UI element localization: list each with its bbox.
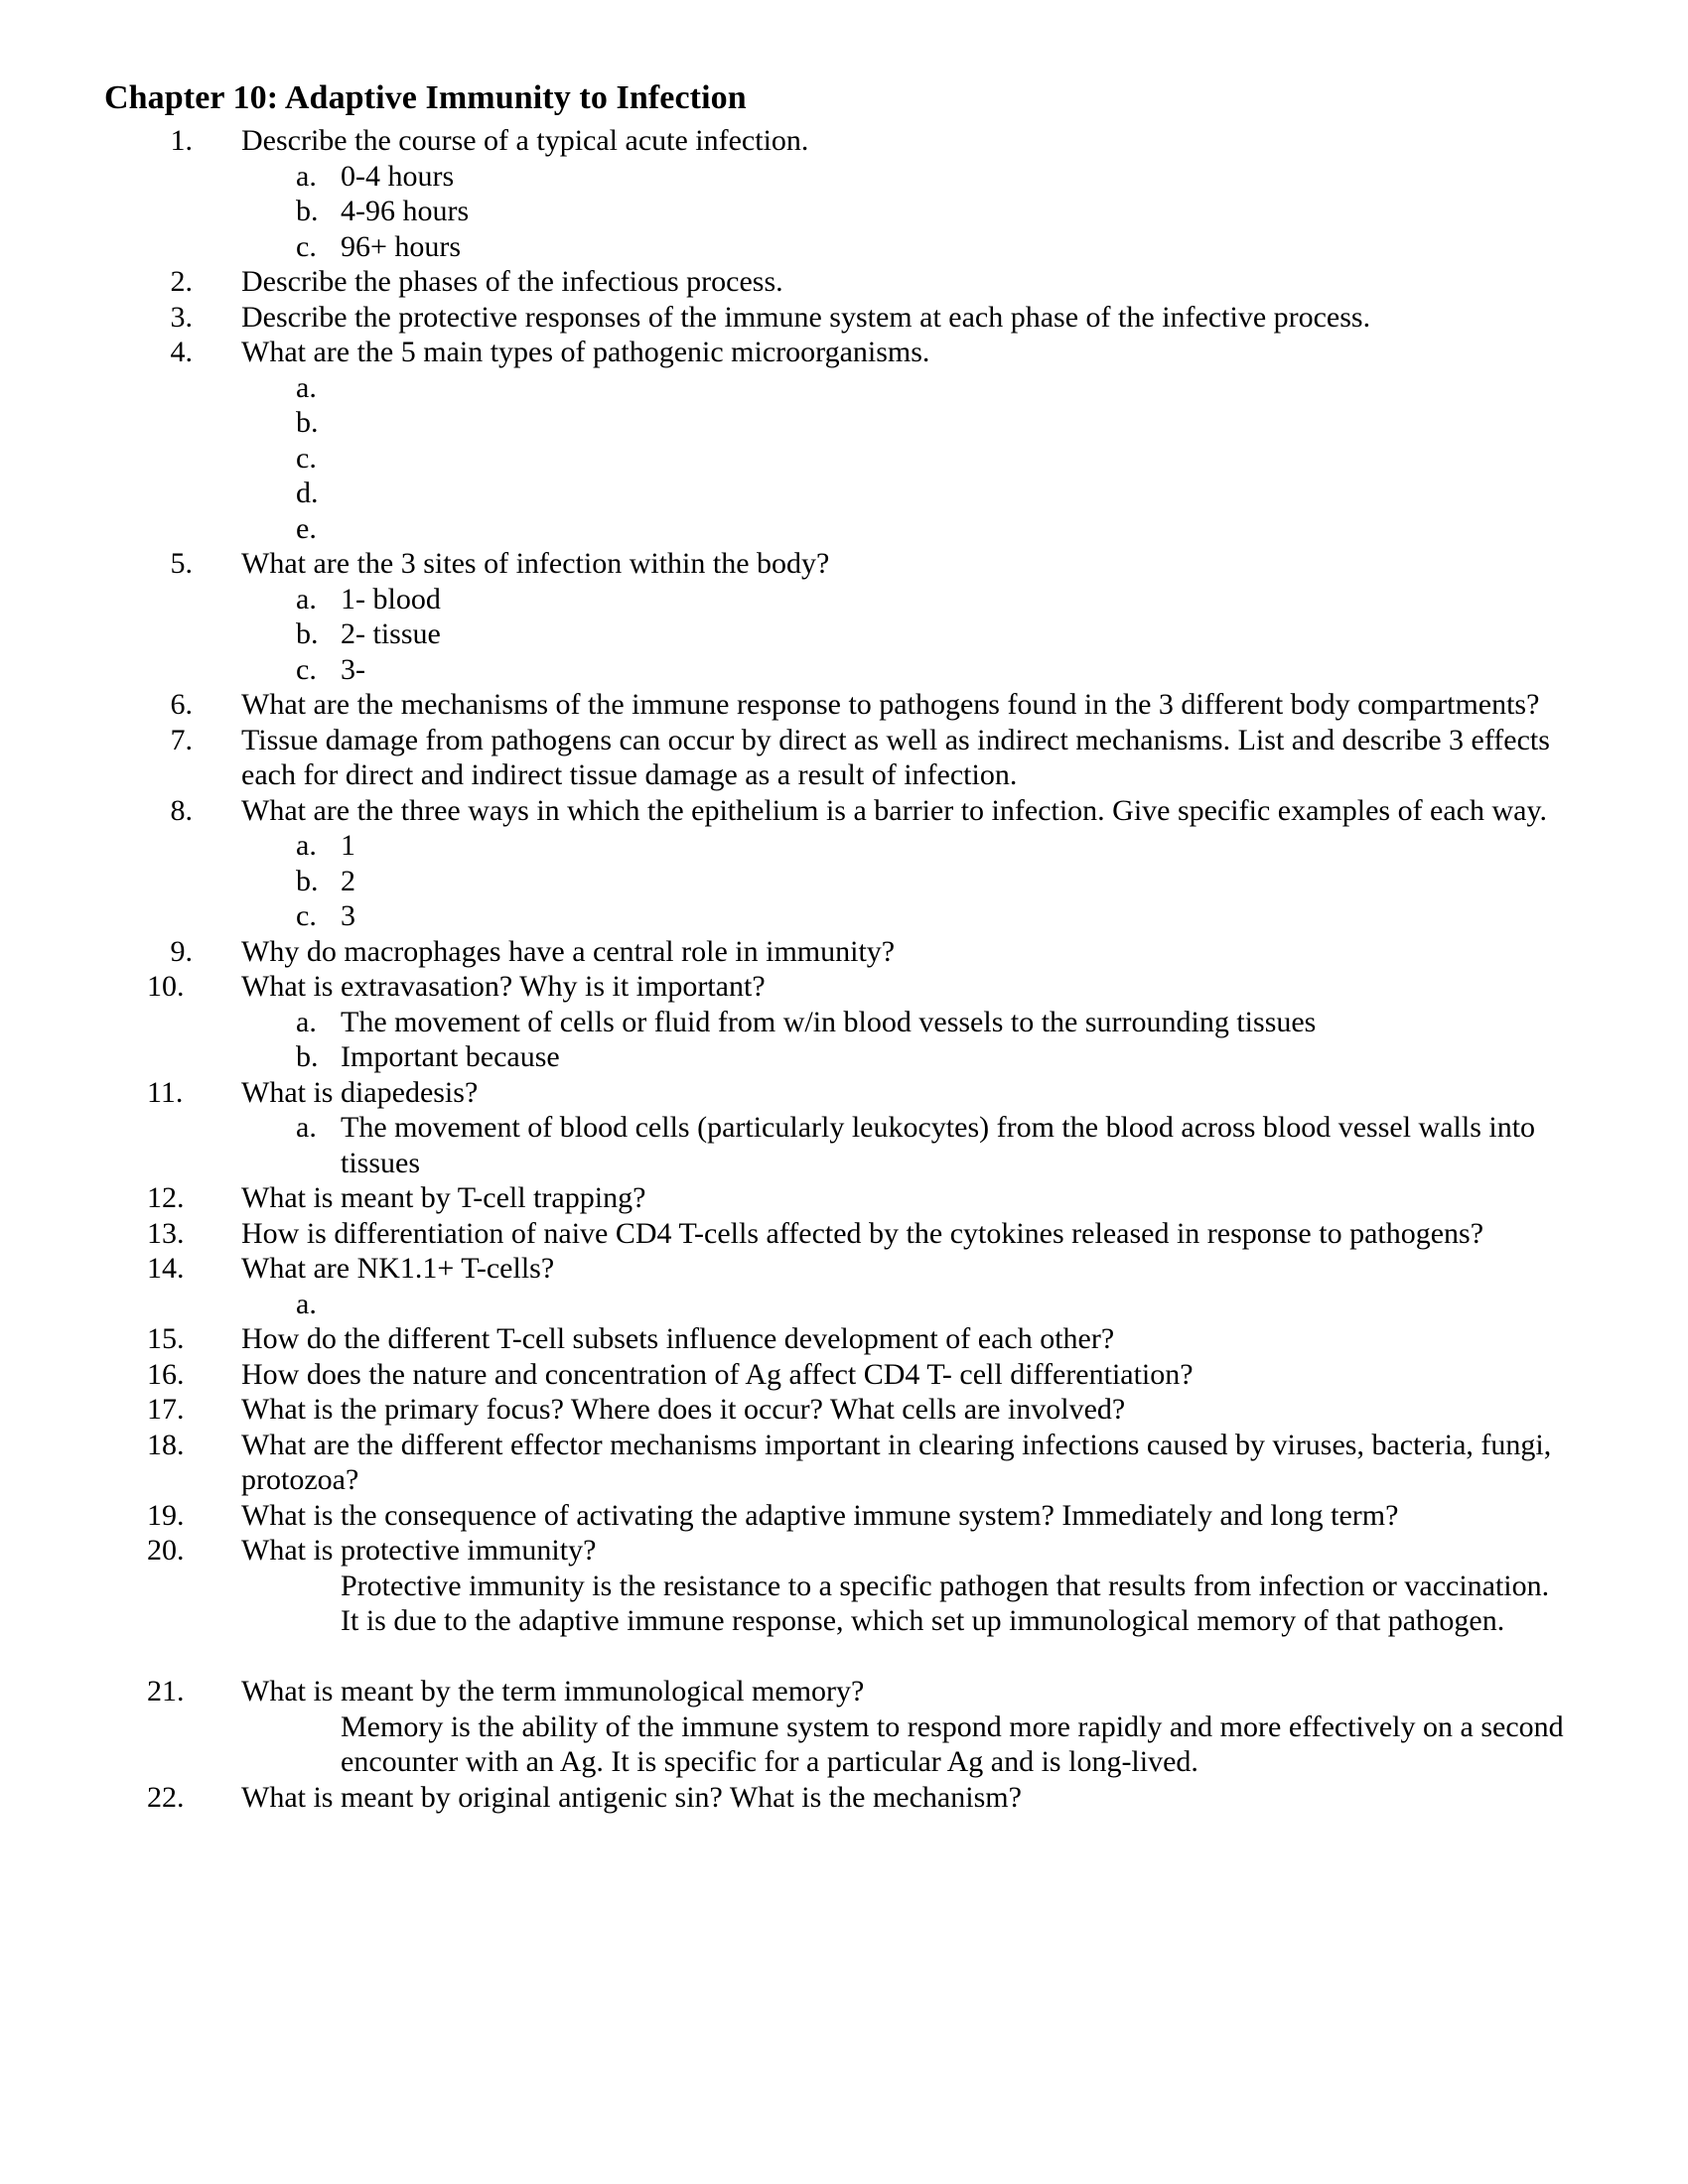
question-number: 9. [170, 934, 193, 968]
sub-item-letter: d. [296, 477, 319, 509]
question-item [147, 1321, 1569, 1357]
sub-item [296, 616, 1569, 652]
question-number: 8. [170, 793, 193, 827]
page-title: Chapter 10: Adaptive Immunity to Infection [104, 79, 747, 116]
question-text: What is extravasation? Why is it important? [241, 970, 766, 1003]
question-number: 16. [147, 1357, 185, 1391]
sub-item-letter: a. [296, 1287, 317, 1320]
question-item [147, 1180, 1569, 1216]
sub-item-text: 1 [341, 829, 355, 862]
sub-item-letter: c. [296, 229, 317, 263]
question-number: 21. [147, 1675, 185, 1707]
sub-item [296, 405, 1569, 441]
sub-item-list [241, 1110, 1569, 1180]
question-number: 3. [170, 300, 193, 334]
question-text: What is meant by the term immunological memory? [241, 1675, 865, 1707]
question-number: 19. [147, 1498, 185, 1532]
question-text: What are the 3 sites of infection within the body? [241, 547, 830, 580]
question-item [147, 546, 1569, 687]
question-item [147, 1674, 1569, 1780]
sub-item-text: 0-4 hours [341, 159, 455, 193]
question-text: What is meant by T-cell trapping? [241, 1181, 646, 1214]
question-text: What are the 5 main types of pathogenic microorganisms. [241, 336, 930, 368]
question-text: Why do macrophages have a central role in immunity? [241, 934, 896, 968]
question-item [147, 687, 1569, 723]
sub-item-letter: a. [296, 582, 317, 615]
question-item [147, 1216, 1569, 1252]
question-number: 12. [147, 1181, 185, 1214]
question-item [147, 1498, 1569, 1534]
sub-item [296, 1110, 1569, 1180]
sub-item [296, 582, 1569, 617]
sub-item [296, 441, 1569, 477]
sub-item [296, 511, 1569, 547]
question-item [147, 1428, 1569, 1498]
question-text: What are the mechanisms of the immune response to pathogens found in the 3 different body compartments? [241, 688, 1540, 721]
sub-item-text: 4-96 hours [341, 195, 470, 227]
sub-item-letter: a. [296, 159, 317, 193]
question-item [147, 969, 1569, 1075]
sub-item-letter: a. [296, 370, 317, 404]
sub-item-text: 2 [341, 864, 355, 897]
sub-item-text: 1- blood [341, 582, 441, 615]
question-number: 20. [147, 1534, 185, 1567]
sub-item-text: The movement of cells or fluid from w/in blood vessels to the surrounding tissues [341, 1005, 1317, 1038]
question-item [147, 723, 1569, 793]
question-number: 15. [147, 1322, 185, 1355]
question-number: 1. [170, 124, 193, 157]
sub-item-text: The movement of blood cells (particularly leukocytes) from the blood across blood vessel walls into tissues [341, 1111, 1536, 1179]
sub-item-letter: e. [296, 511, 317, 545]
question-text: How do the different T-cell subsets influence development of each other? [241, 1322, 1115, 1355]
question-text: Describe the protective responses of the immune system at each phase of the infective process. [241, 300, 1371, 334]
sub-item-text: 2- tissue [341, 617, 441, 650]
question-item [147, 793, 1569, 934]
sub-item-letter: b. [296, 406, 319, 439]
question-text: Describe the course of a typical acute infection. [241, 124, 809, 157]
question-item [147, 1251, 1569, 1321]
question-item [147, 300, 1569, 336]
sub-item-letter: a. [296, 1005, 317, 1038]
sub-item [296, 370, 1569, 406]
question-text: What are the different effector mechanisms important in clearing infections caused by viruses, bacteria, fungi, protozoa? [241, 1428, 1552, 1496]
question-number: 22. [147, 1780, 185, 1814]
question-number: 13. [147, 1216, 185, 1250]
sub-item-letter: a. [296, 829, 317, 862]
sub-item-text: 96+ hours [341, 229, 462, 263]
question-text: What is protective immunity? [241, 1534, 597, 1567]
sub-item-text: 3- [341, 652, 365, 686]
sub-item [296, 476, 1569, 511]
sub-item-letter: c. [296, 899, 317, 932]
sub-item [296, 159, 1569, 195]
sub-item-list [241, 828, 1569, 934]
sub-item-text: 3 [341, 899, 355, 932]
question-number: 6. [170, 688, 193, 721]
question-item [147, 1780, 1569, 1816]
answer-paragraph: Protective immunity is the resistance to a specific pathogen that results from infection or vaccination. It is due to the adaptive immune response, which set up immunological memory of that pathogen. [341, 1569, 1550, 1637]
sub-item-list [241, 370, 1569, 547]
sub-item [296, 194, 1569, 229]
question-number: 2. [170, 265, 193, 298]
question-number: 5. [170, 547, 193, 580]
blank-line [241, 1639, 1569, 1675]
sub-item-list [241, 582, 1569, 688]
question-number: 11. [147, 1075, 184, 1109]
sub-item-list [241, 1005, 1569, 1075]
sub-item [296, 864, 1569, 899]
question-item [147, 1392, 1569, 1428]
sub-item-letter: b. [296, 195, 319, 227]
sub-item-letter: a. [296, 1111, 317, 1144]
question-text: How is differentiation of naive CD4 T-cells affected by the cytokines released in response to pathogens? [241, 1216, 1484, 1250]
question-item [147, 1533, 1569, 1674]
question-text: What is meant by original antigenic sin? What is the mechanism? [241, 1780, 1022, 1814]
sub-item [296, 1005, 1569, 1040]
question-text: What is diapedesis? [241, 1075, 479, 1109]
question-number: 14. [147, 1252, 185, 1285]
question-number: 4. [170, 336, 193, 368]
sub-item-letter: c. [296, 441, 317, 475]
sub-item-list [241, 1287, 1569, 1322]
question-text: What are NK1.1+ T-cells? [241, 1252, 555, 1285]
answer-paragraph: Memory is the ability of the immune system to respond more rapidly and more effectively on a second encounter with an Ag. It is specific for a particular Ag and is long-lived. [341, 1709, 1564, 1778]
question-text: What are the three ways in which the epithelium is a barrier to infection. Give specific examples of each way. [241, 793, 1548, 827]
question-item [147, 335, 1569, 546]
question-item [147, 123, 1569, 264]
sub-item-list [241, 159, 1569, 265]
sub-item [296, 1287, 1569, 1322]
question-item [147, 1075, 1569, 1181]
question-number: 7. [170, 723, 193, 756]
question-list [104, 123, 1569, 1815]
sub-item [296, 898, 1569, 934]
sub-item [296, 229, 1569, 265]
question-text: How does the nature and concentration of Ag affect CD4 T- cell differentiation? [241, 1357, 1194, 1391]
sub-item [296, 828, 1569, 864]
question-number: 10. [147, 970, 185, 1003]
question-text: What is the primary focus? Where does it occur? What cells are involved? [241, 1393, 1126, 1426]
sub-item-letter: b. [296, 1040, 319, 1073]
sub-item-text: Important because [341, 1040, 560, 1073]
sub-item-letter: b. [296, 864, 319, 897]
question-text: Describe the phases of the infectious process. [241, 265, 783, 298]
sub-item [296, 652, 1569, 688]
question-item [147, 1357, 1569, 1393]
question-text: What is the consequence of activating the adaptive immune system? Immediately and long term? [241, 1498, 1399, 1532]
sub-item-letter: b. [296, 617, 319, 650]
question-item [147, 264, 1569, 300]
question-item [147, 934, 1569, 970]
question-number: 18. [147, 1428, 185, 1461]
question-number: 17. [147, 1393, 185, 1426]
question-text: Tissue damage from pathogens can occur by direct as well as indirect mechanisms. List and describe 3 effects each for direct and indirect tissue damage as a result of infection. [241, 723, 1550, 791]
sub-item [296, 1039, 1569, 1075]
sub-item-letter: c. [296, 652, 317, 686]
